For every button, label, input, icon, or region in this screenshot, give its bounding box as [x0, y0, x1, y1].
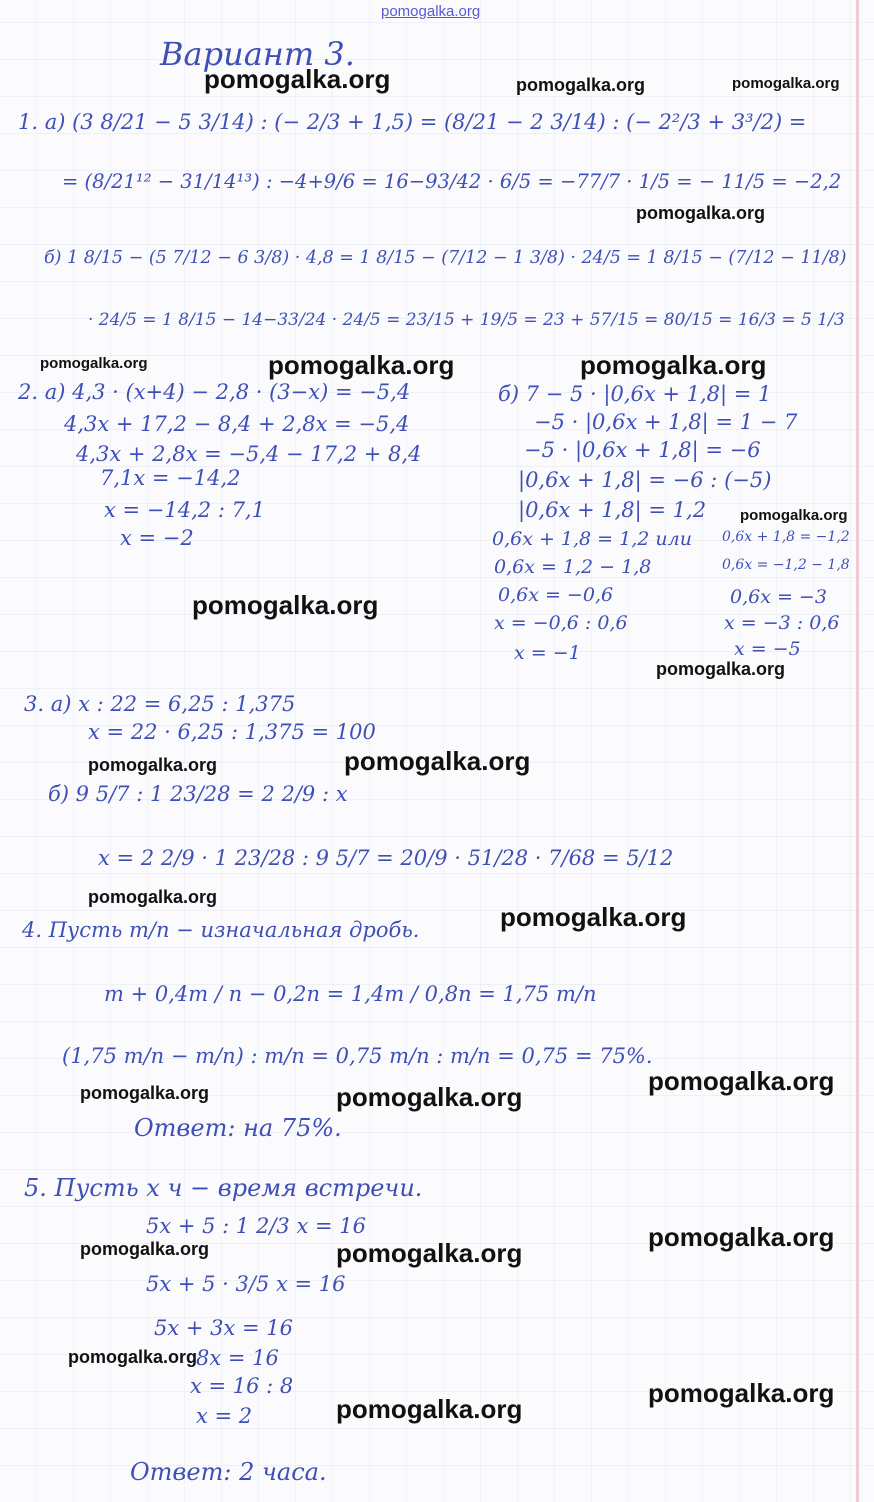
task2a-line1: 2. а) 4,3 · (x+4) − 2,8 · (3−x) = −5,4 [18, 380, 411, 404]
task2b-line7b: 0,6x = −1,2 − 1,8 [722, 557, 850, 573]
task2b-line9b: x = −3 : 0,6 [724, 612, 840, 634]
task1b-line1: б) 1 8/15 − (5 7/12 − 6 3/8) · 4,8 = 1 8/15 − (7/12 − 1 3/8) · 24/5 = 1 8/15 − (7/12 − 11/8) [44, 248, 847, 268]
task2a-line5: x = −14,2 : 7,1 [104, 498, 265, 522]
watermark: pomogalka.org [648, 1222, 835, 1252]
watermark: pomogalka.org [636, 203, 766, 223]
task1a-line1: 1. а) (3 8/21 − 5 3/14) : (− 2/3 + 1,5) = (8/21 − 2 3/14) : (− 2²/3 + 3³/2) = [18, 110, 807, 134]
watermark: pomogalka.org [192, 590, 379, 620]
task5-line4: 5x + 3x = 16 [154, 1316, 294, 1340]
task2a-line3: 4,3x + 2,8x = −5,4 − 17,2 + 8,4 [76, 442, 422, 466]
watermark: pomogalka.org [656, 659, 786, 679]
task4-answer: Ответ: на 75%. [134, 1114, 342, 1142]
task1b-line2: · 24/5 = 1 8/15 − 14−33/24 · 24/5 = 23/15 + 19/5 = 23 + 57/15 = 80/15 = 16/3 = 5 1/3 [88, 310, 845, 330]
watermark: pomogalka.org [336, 1394, 523, 1424]
task2b-line2: −5 · |0,6x + 1,8| = 1 − 7 [534, 410, 798, 434]
task2b-line9a: x = −0,6 : 0,6 [494, 612, 628, 634]
task3b-line2: x = 2 2/9 · 1 23/28 : 9 5/7 = 20/9 · 51/28 · 7/68 = 5/12 [98, 846, 674, 870]
watermark: pomogalka.org [344, 746, 531, 776]
watermark: pomogalka.org [740, 507, 848, 524]
task2b-line8b: 0,6x = −3 [730, 586, 827, 608]
task2b-line8a: 0,6x = −0,6 [498, 584, 614, 606]
watermark: pomogalka.org [336, 1238, 523, 1268]
task2b-line7a: 0,6x = 1,2 − 1,8 [494, 556, 652, 578]
task2b-line6b: 0,6x + 1,8 = −1,2 [722, 529, 850, 545]
task5-line7: x = 2 [196, 1404, 253, 1428]
task3a-line1: 3. а) x : 22 = 6,25 : 1,375 [24, 692, 296, 716]
watermark: pomogalka.org [648, 1066, 835, 1096]
task5-answer: Ответ: 2 часа. [130, 1458, 327, 1486]
task2b-line5: |0,6x + 1,8| = 1,2 [518, 498, 707, 522]
watermark: pomogalka.org [580, 350, 767, 380]
watermark: pomogalka.org [516, 75, 646, 95]
margin-line [856, 0, 859, 1502]
watermark: pomogalka.org [204, 64, 391, 94]
task2a-line2: 4,3x + 17,2 − 8,4 + 2,8x = −5,4 [64, 412, 410, 436]
task4-line2: m + 0,4m / n − 0,2n = 1,4m / 0,8n = 1,75 m/n [104, 982, 597, 1006]
watermark: pomogalka.org [80, 1083, 210, 1103]
task2b-line4: |0,6x + 1,8| = −6 : (−5) [518, 468, 772, 492]
task2b-line10a: x = −1 [514, 642, 581, 664]
task3b-line1: б) 9 5/7 : 1 23/28 = 2 2/9 : x [48, 782, 348, 806]
task5-line1: 5. Пусть x ч − время встречи. [24, 1174, 423, 1202]
task2a-line4: 7,1x = −14,2 [100, 466, 241, 490]
watermark: pomogalka.org [68, 1347, 198, 1367]
watermark: pomogalka.org [732, 75, 840, 92]
task4-line1: 4. Пусть m/n − изначальная дробь. [22, 918, 420, 942]
task5-line3: 5x + 5 · 3/5 x = 16 [146, 1272, 346, 1296]
task3a-line2: x = 22 · 6,25 : 1,375 = 100 [88, 720, 376, 744]
watermark: pomogalka.org [40, 355, 148, 372]
task5-line5: 8x = 16 [196, 1346, 279, 1370]
watermark: pomogalka.org [648, 1378, 835, 1408]
watermark: pomogalka.org [500, 902, 687, 932]
task5-line2: 5x + 5 : 1 2/3 x = 16 [146, 1214, 366, 1238]
watermark-top: pomogalka.org [381, 3, 481, 20]
task1a-line2: = (8/21¹² − 31/14¹³) : −4+9/6 = 16−93/42 · 6/5 = −77/7 · 1/5 = − 11/5 = −2,2 [62, 170, 842, 193]
task2b-line3: −5 · |0,6x + 1,8| = −6 [524, 438, 761, 462]
watermark: pomogalka.org [80, 1239, 210, 1259]
task5-line6: x = 16 : 8 [190, 1374, 294, 1398]
task2b-line1: б) 7 − 5 · |0,6x + 1,8| = 1 [498, 382, 772, 406]
watermark: pomogalka.org [336, 1082, 523, 1112]
watermark: pomogalka.org [268, 350, 455, 380]
task4-line3: (1,75 m/n − m/n) : m/n = 0,75 m/n : m/n = 0,75 = 75%. [62, 1044, 653, 1068]
watermark: pomogalka.org [88, 887, 218, 907]
task2a-line6: x = −2 [120, 526, 194, 550]
watermark: pomogalka.org [88, 755, 218, 775]
task2b-line10b: x = −5 [734, 638, 801, 660]
task2b-line6a: 0,6x + 1,8 = 1,2 или [492, 528, 692, 550]
page-title: Вариант 3. [160, 35, 355, 73]
